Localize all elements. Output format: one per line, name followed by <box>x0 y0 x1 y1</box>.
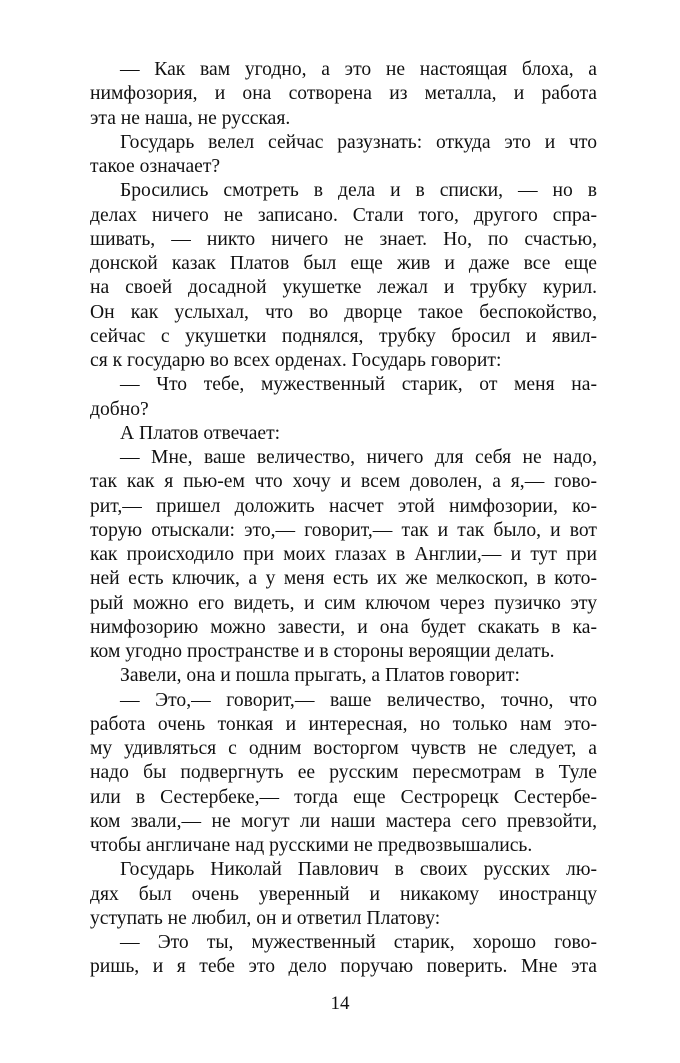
paragraph <box>90 131 597 180</box>
paragraph <box>90 373 597 422</box>
text-line: Он как услыхал, что во дворце такое беспокойство, <box>90 301 597 323</box>
text-line: рит,— пришел доложить насчет этой нимфозории, ко- <box>90 495 597 517</box>
text-line: нимфозория, и она сотворена из металла, и работа <box>90 83 597 105</box>
text-line: работа очень тонкая и интересная, но только нам это- <box>90 713 597 735</box>
text-line: эта не наша, не русская. <box>90 107 291 129</box>
text-line: ней есть ключик, а у меня есть их же мелкоскоп, в кото- <box>90 568 597 590</box>
text-line: нимфозорию можно завести, и она будет скакать в ка- <box>90 616 597 638</box>
text-line: так как я пью-ем что хочу и всем доволен, а я,— гово- <box>90 471 597 493</box>
paragraph <box>90 422 597 446</box>
paragraph <box>90 858 597 931</box>
text-line: А Платов отвечает: <box>120 422 281 444</box>
book-page-text <box>90 58 597 980</box>
text-line: рый можно его видеть, и сим ключом через пузичко эту <box>90 592 597 614</box>
text-line: — Это,— говорит,— ваше величество, точно, что <box>120 689 597 711</box>
text-line: или в Сестербеке,— тогда еще Сестрорецк Сестербе- <box>90 786 597 808</box>
paragraph <box>90 664 597 688</box>
text-line: донской казак Платов был еще жив и даже все еще <box>90 253 597 274</box>
paragraph <box>90 446 597 664</box>
page-number: 14 <box>330 993 350 1014</box>
text-line: — Это ты, мужественный старик, хорошо гово- <box>120 932 597 953</box>
paragraph <box>90 58 597 131</box>
text-line: на своей досадной укушетке лежал и трубку курил. <box>90 277 597 299</box>
text-line: торую отыскали: это,— говорит,— так и так было, и вот <box>90 519 597 541</box>
text-line: шивать, — никто ничего не знает. Но, по счастью, <box>90 228 597 250</box>
text-line: дях был очень уверенный и никакому иностранцу <box>90 883 597 905</box>
text-line: — Как вам угодно, а это не настоящая блоха, а <box>120 59 597 80</box>
text-line: му удивляться с одним восторгом чувств не следует, а <box>90 738 597 759</box>
text-line: Государь велел сейчас разузнать: откуда это и что <box>120 131 597 153</box>
text-line: Бросились смотреть в дела и в списки, — но в <box>120 180 597 202</box>
text-line: такое означает? <box>90 156 221 177</box>
text-line: ком угодно пространстве и в стороны вероящии делать. <box>90 641 555 662</box>
text-line: Завели, она и пошла прыгать, а Платов говорит: <box>120 665 520 687</box>
text-line: — Мне, ваше величество, ничего для себя не надо, <box>120 447 597 468</box>
text-line: надо бы подвергнуть ее русским пересмотрам в Туле <box>90 762 597 784</box>
text-line: уступать не любил, он и ответил Платову: <box>90 907 441 929</box>
text-line: делах ничего не записано. Стали того, другого спра- <box>90 204 597 226</box>
text-line: Государь Николай Павлович в своих русских лю- <box>120 859 597 881</box>
paragraph <box>90 931 597 980</box>
paragraph <box>90 689 597 859</box>
text-line: чтобы англичане над русскими не предвозвышались. <box>90 835 533 856</box>
text-line: ком звали,— не могут ли наши мастера сего превзойти, <box>90 810 597 832</box>
text-line: ришь, и я тебе это дело поручаю поверить. Мне эта <box>90 956 597 978</box>
text-line: — Что тебе, мужественный старик, от меня на- <box>120 374 597 396</box>
text-line: ся к государю во всех орденах. Государь говорит: <box>90 350 502 371</box>
text-line: добно? <box>90 398 149 420</box>
text-line: как происходило при моих глазах в Англии,— и тут при <box>90 544 597 565</box>
text-line: сейчас с укушетки поднялся, трубку бросил и явил- <box>90 325 597 347</box>
paragraph <box>90 179 597 373</box>
